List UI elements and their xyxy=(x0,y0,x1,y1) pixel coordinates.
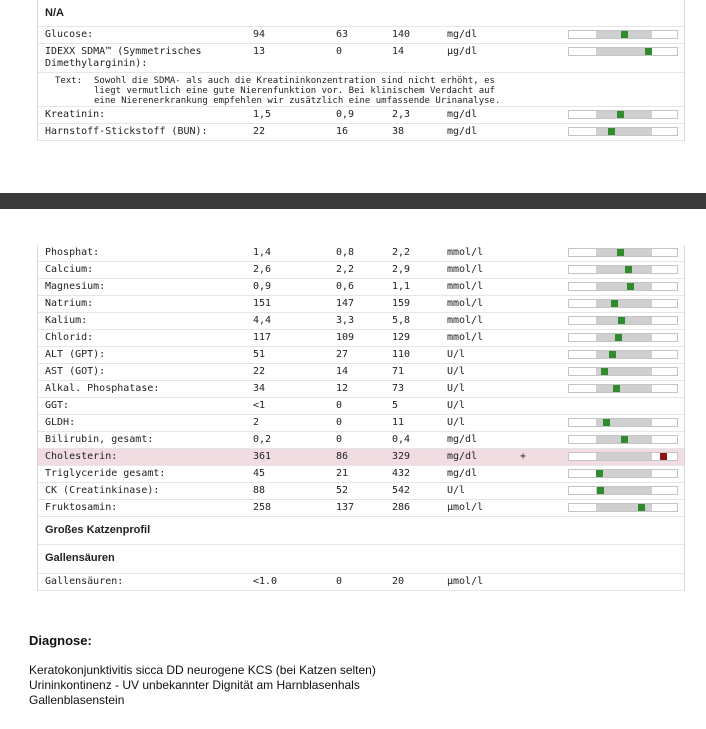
result-unit: U/l xyxy=(447,417,466,428)
analyte-name: Fruktosamin: xyxy=(45,502,118,513)
text-label: Text: xyxy=(55,76,83,86)
reference-max: 11 xyxy=(392,417,405,428)
analyte-name: Cholesterin: xyxy=(45,451,118,462)
section-title-katzenprofil: Großes Katzenprofil xyxy=(38,517,684,545)
reference-max: 159 xyxy=(392,298,411,309)
result-value: 0,2 xyxy=(253,434,272,445)
reference-min: 109 xyxy=(336,332,355,343)
reference-max: 110 xyxy=(392,349,411,360)
result-unit: U/l xyxy=(447,485,466,496)
result-value: <1 xyxy=(253,400,266,411)
result-row xyxy=(38,313,684,330)
result-value: 361 xyxy=(253,451,272,462)
reference-max: 432 xyxy=(392,468,411,479)
reference-max: 129 xyxy=(392,332,411,343)
analyte-name: Chlorid: xyxy=(45,332,94,343)
reference-range-bar xyxy=(596,128,652,135)
reference-min: 12 xyxy=(336,383,349,394)
value-marker xyxy=(621,31,628,38)
reference-min: 0 xyxy=(336,46,343,57)
analyte-name: Natrium: xyxy=(45,298,94,309)
result-unit: µg/dl xyxy=(447,46,478,57)
range-gauge xyxy=(568,333,678,342)
reference-min: 21 xyxy=(336,468,349,479)
result-value: 151 xyxy=(253,298,272,309)
result-value: <1.0 xyxy=(253,576,278,587)
reference-min: 0,6 xyxy=(336,281,355,292)
result-value: 117 xyxy=(253,332,272,343)
reference-range-bar xyxy=(596,470,652,477)
reference-min: 137 xyxy=(336,502,355,513)
result-value: 88 xyxy=(253,485,266,496)
reference-range-bar xyxy=(596,453,652,460)
value-marker xyxy=(638,504,645,511)
page-divider xyxy=(0,193,706,209)
value-marker xyxy=(597,487,604,494)
interpretation-text-row xyxy=(38,73,684,107)
range-gauge xyxy=(568,350,678,359)
result-unit: U/l xyxy=(447,349,466,360)
result-value: 4,4 xyxy=(253,315,272,326)
reference-min: 16 xyxy=(336,126,349,137)
value-marker xyxy=(618,317,625,324)
result-value: 2 xyxy=(253,417,260,428)
result-row xyxy=(38,262,684,279)
result-unit: µmol/l xyxy=(447,502,484,513)
result-row xyxy=(38,398,684,415)
analyte-name: ALT (GPT): xyxy=(45,349,106,360)
result-row xyxy=(38,279,684,296)
result-unit: mg/dl xyxy=(447,468,478,479)
result-value: 1,4 xyxy=(253,247,272,258)
range-gauge xyxy=(568,47,678,56)
reference-min: 0 xyxy=(336,576,343,587)
reference-range-bar xyxy=(596,351,652,358)
result-row xyxy=(38,107,684,124)
analyte-name: Magnesium: xyxy=(45,281,106,292)
reference-min: 63 xyxy=(336,29,349,40)
range-gauge xyxy=(568,367,678,376)
result-row xyxy=(38,364,684,381)
value-marker xyxy=(627,283,634,290)
diagnosis-line: Urininkontinenz - UV unbekannter Dignität am Harnblasenhals xyxy=(29,678,360,692)
result-unit: mmol/l xyxy=(447,315,484,326)
value-marker xyxy=(625,266,632,273)
range-gauge xyxy=(568,435,678,444)
analyte-name: Kalium: xyxy=(45,315,88,326)
section-title-gallensaeuren: Gallensäuren xyxy=(38,545,684,574)
value-marker xyxy=(617,111,624,118)
result-row xyxy=(38,124,684,141)
result-value: 13 xyxy=(253,46,266,57)
value-marker xyxy=(603,419,610,426)
result-row xyxy=(38,27,684,44)
result-unit: mmol/l xyxy=(447,332,484,343)
reference-max: 5 xyxy=(392,400,399,411)
result-value: 1,5 xyxy=(253,109,272,120)
diagnosis-list xyxy=(29,663,376,708)
reference-max: 1,1 xyxy=(392,281,411,292)
analyte-name: Triglyceride gesamt: xyxy=(45,468,166,479)
analyte-name: Bilirubin, gesamt: xyxy=(45,434,154,445)
top-results-panel xyxy=(37,0,685,141)
reference-min: 0 xyxy=(336,434,343,445)
value-marker xyxy=(617,249,624,256)
reference-min: 0,8 xyxy=(336,247,355,258)
reference-max: 71 xyxy=(392,366,405,377)
reference-min: 0 xyxy=(336,400,343,411)
reference-range-bar xyxy=(596,385,652,392)
result-flag: + xyxy=(520,451,527,462)
reference-range-bar xyxy=(596,48,652,55)
reference-range-bar xyxy=(596,334,652,341)
section-title-na: N/A xyxy=(38,0,684,27)
value-marker xyxy=(613,385,620,392)
result-row xyxy=(38,415,684,432)
result-value: 51 xyxy=(253,349,266,360)
reference-min: 14 xyxy=(336,366,349,377)
reference-min: 0 xyxy=(336,417,343,428)
range-gauge xyxy=(568,265,678,274)
value-marker xyxy=(609,351,616,358)
range-gauge xyxy=(568,452,678,461)
bottom-results-panel xyxy=(37,245,685,591)
analyte-name: Glucose: xyxy=(45,29,94,40)
result-row xyxy=(38,574,684,591)
reference-max: 73 xyxy=(392,383,405,394)
result-unit: mmol/l xyxy=(447,281,484,292)
result-row xyxy=(38,330,684,347)
analyte-name: GGT: xyxy=(45,400,70,411)
diagnosis-line: Gallenblasenstein xyxy=(29,693,125,707)
result-unit: mg/dl xyxy=(447,434,478,445)
analyte-name: Kreatinin: xyxy=(45,109,106,120)
result-row xyxy=(38,483,684,500)
range-gauge xyxy=(568,110,678,119)
result-row xyxy=(38,381,684,398)
reference-max: 0,4 xyxy=(392,434,411,445)
result-unit: U/l xyxy=(447,383,466,394)
result-unit: mmol/l xyxy=(447,264,484,275)
range-gauge xyxy=(568,503,678,512)
reference-max: 2,3 xyxy=(392,109,411,120)
value-marker xyxy=(601,368,608,375)
range-gauge xyxy=(568,316,678,325)
result-row xyxy=(38,500,684,517)
text-body: Sowohl die SDMA- als auch die Kreatininkonzentration sind nicht erhöht, es liegt vermutlich eine gute Nierenfunktion vor. Bei klinischem Verdacht auf eine Nierenerkrankung empfehlen wir zusätzlich eine umfassende Urinanalyse. xyxy=(94,76,501,106)
range-gauge xyxy=(568,418,678,427)
result-value: 22 xyxy=(253,366,266,377)
result-unit: mmol/l xyxy=(447,298,484,309)
reference-max: 329 xyxy=(392,451,411,462)
reference-max: 2,9 xyxy=(392,264,411,275)
result-unit: U/l xyxy=(447,366,466,377)
reference-range-bar xyxy=(596,487,652,494)
value-marker xyxy=(621,436,628,443)
analyte-name: Alkal. Phosphatase: xyxy=(45,383,160,394)
result-value: 0,9 xyxy=(253,281,272,292)
value-marker xyxy=(611,300,618,307)
result-row xyxy=(38,296,684,313)
result-unit: mg/dl xyxy=(447,29,478,40)
range-gauge xyxy=(568,384,678,393)
reference-min: 147 xyxy=(336,298,355,309)
analyte-name: AST (GOT): xyxy=(45,366,106,377)
diagnosis-line: Keratokonjunktivitis sicca DD neurogene KCS (bei Katzen selten) xyxy=(29,663,376,677)
reference-min: 52 xyxy=(336,485,349,496)
reference-max: 286 xyxy=(392,502,411,513)
value-marker xyxy=(596,470,603,477)
reference-min: 86 xyxy=(336,451,349,462)
result-row xyxy=(38,245,684,262)
analyte-name: Harnstoff-Stickstoff (BUN): xyxy=(45,126,208,137)
range-gauge xyxy=(568,30,678,39)
range-gauge xyxy=(568,469,678,478)
value-marker xyxy=(608,128,615,135)
result-unit: mmol/l xyxy=(447,247,484,258)
result-unit: U/l xyxy=(447,400,466,411)
reference-min: 27 xyxy=(336,349,349,360)
result-unit: mg/dl xyxy=(447,109,478,120)
reference-range-bar xyxy=(596,300,652,307)
reference-max: 20 xyxy=(392,576,405,587)
analyte-name: Calcium: xyxy=(45,264,94,275)
range-gauge xyxy=(568,282,678,291)
diagnosis-title: Diagnose: xyxy=(29,633,92,648)
value-marker xyxy=(660,453,667,460)
result-value: 94 xyxy=(253,29,266,40)
analyte-name: IDEXX SDMA™ (Symmetrisches Dimethylarginin): xyxy=(45,46,202,69)
range-gauge xyxy=(568,127,678,136)
reference-max: 2,2 xyxy=(392,247,411,258)
result-value: 34 xyxy=(253,383,266,394)
result-row xyxy=(38,449,684,466)
result-unit: mg/dl xyxy=(447,451,478,462)
reference-min: 3,3 xyxy=(336,315,355,326)
analyte-name: Phosphat: xyxy=(45,247,100,258)
result-unit: mg/dl xyxy=(447,126,478,137)
reference-range-bar xyxy=(596,283,652,290)
result-value: 22 xyxy=(253,126,266,137)
analyte-name: CK (Creatinkinase): xyxy=(45,485,160,496)
range-gauge xyxy=(568,299,678,308)
result-row xyxy=(38,44,684,73)
reference-max: 542 xyxy=(392,485,411,496)
result-value: 2,6 xyxy=(253,264,272,275)
analyte-name: GLDH: xyxy=(45,417,76,428)
reference-max: 38 xyxy=(392,126,405,137)
reference-max: 140 xyxy=(392,29,411,40)
result-row xyxy=(38,466,684,483)
result-unit: µmol/l xyxy=(447,576,484,587)
range-gauge xyxy=(568,486,678,495)
reference-min: 2,2 xyxy=(336,264,355,275)
reference-max: 14 xyxy=(392,46,405,57)
reference-min: 0,9 xyxy=(336,109,355,120)
value-marker xyxy=(615,334,622,341)
result-row xyxy=(38,432,684,449)
result-value: 45 xyxy=(253,468,266,479)
result-value: 258 xyxy=(253,502,272,513)
result-row xyxy=(38,347,684,364)
analyte-name: Gallensäuren: xyxy=(45,576,124,587)
range-gauge xyxy=(568,248,678,257)
value-marker xyxy=(645,48,652,55)
reference-max: 5,8 xyxy=(392,315,411,326)
